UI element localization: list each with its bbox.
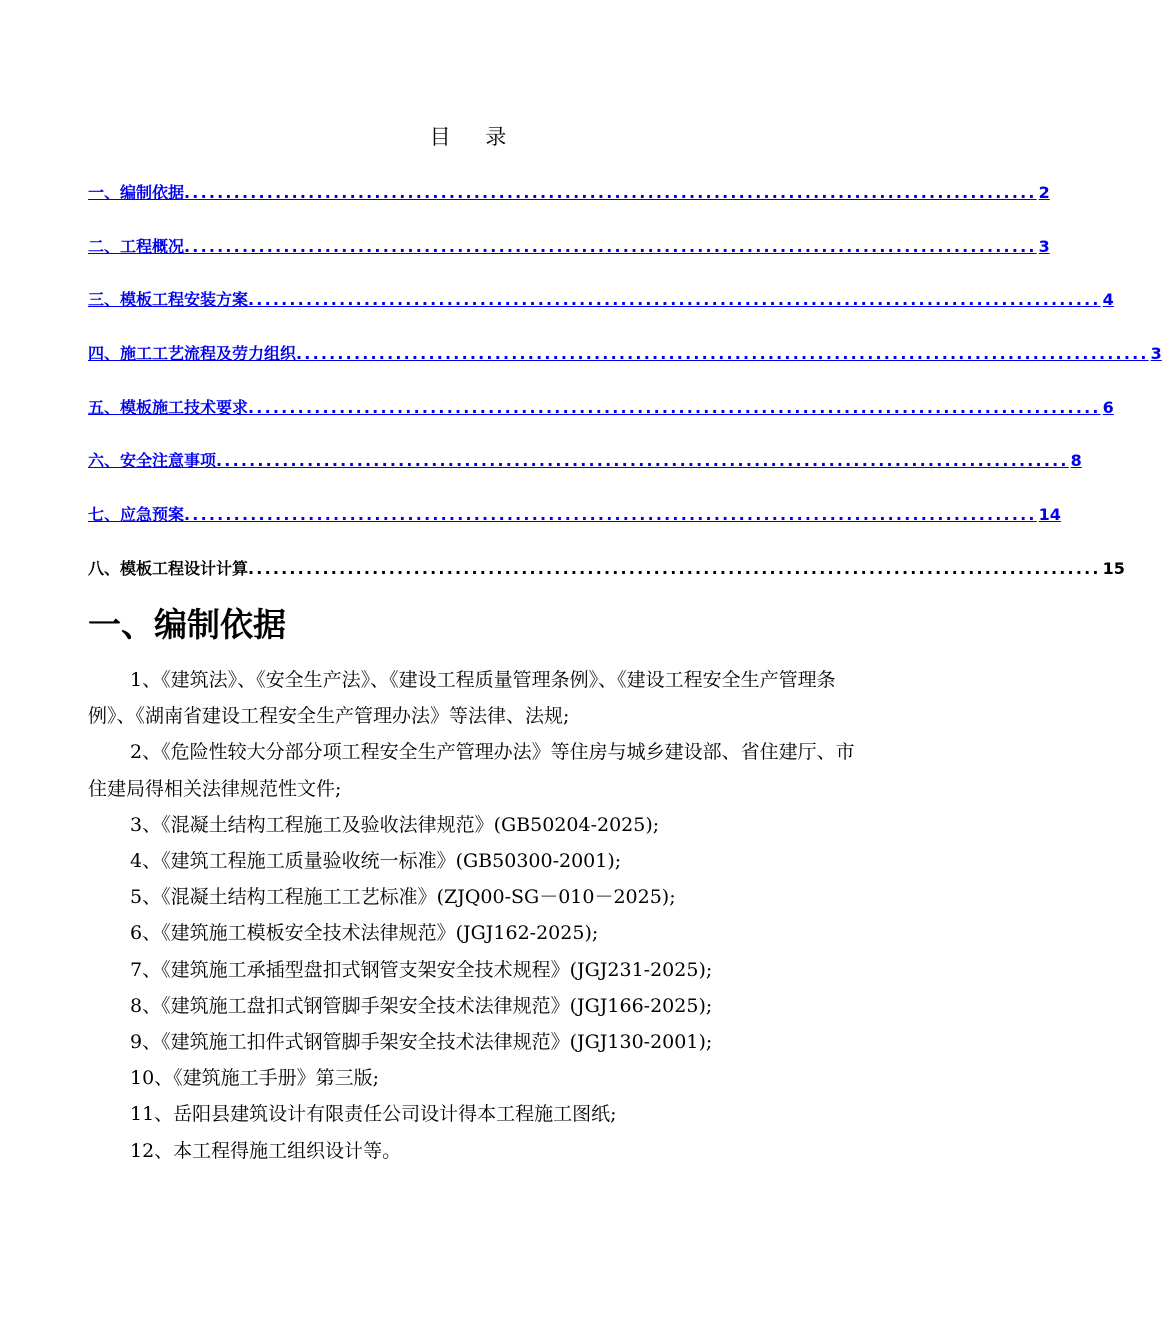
- reference-item: 3、《混凝土结构工程施工及验收法律规范》(GB50204-2025);: [130, 813, 660, 836]
- toc-entry-label: 一、编制依据: [88, 183, 185, 202]
- table-of-contents: [88, 178, 1162, 608]
- reference-item: 7、《建筑施工承插型盘扣式钢管支架安全技术规程》(JGJ231-2025);: [130, 958, 713, 981]
- toc-title: 目 录: [429, 125, 521, 149]
- toc-entry-4[interactable]: [88, 339, 1162, 393]
- reference-item: 11、岳阳县建筑设计有限责任公司设计得本工程施工图纸;: [130, 1103, 617, 1126]
- toc-entry-label: 八、模板工程设计计算: [88, 558, 249, 578]
- toc-page-number: 3: [1038, 236, 1050, 256]
- toc-leader-dots: .......................................................................................................: [216, 451, 1069, 471]
- toc-page-number: 8: [1070, 451, 1082, 471]
- toc-entry-5[interactable]: [88, 393, 1114, 447]
- reference-item: 8、《建筑施工盘扣式钢管脚手架安全技术法律规范》(JGJ166-2025);: [130, 994, 713, 1017]
- section-heading: 一、编制依据: [88, 605, 286, 644]
- toc-entry-label: 六、安全注意事项: [88, 451, 217, 471]
- reference-item: 6、《建筑施工模板安全技术法律规范》(JGJ162-2025);: [130, 922, 599, 945]
- reference-item: 4、《建筑工程施工质量验收统一标准》(GB50300-2001);: [130, 850, 622, 873]
- toc-entry-7[interactable]: [88, 500, 1061, 554]
- toc-entry-2[interactable]: [88, 232, 1050, 286]
- toc-page-number: 4: [1102, 290, 1114, 310]
- toc-entry-label: 三、模板工程安装方案: [88, 290, 249, 310]
- toc-leader-dots: .......................................................................................................: [248, 290, 1101, 310]
- toc-page-number: 14: [1038, 505, 1061, 525]
- reference-item: 2、《危险性较大分部分项工程安全生产管理办法》等住房与城乡建设部、省住建厅、市住建局得相关法律规范性文件;: [88, 741, 855, 800]
- toc-entry-1[interactable]: [88, 178, 1050, 232]
- toc-page-number: 6: [1102, 397, 1114, 417]
- toc-page-number: 3: [1150, 344, 1162, 364]
- toc-entry-label: 四、施工工艺流程及劳力组织: [88, 344, 297, 364]
- toc-leader-dots: .......................................................................................................: [296, 344, 1149, 364]
- reference-item: 5、《混凝土结构工程施工工艺标准》(ZJQ00-SG－010－2025);: [130, 886, 676, 909]
- reference-item: 1、《建筑法》、《安全生产法》、《建设工程质量管理条例》、《建设工程安全生产管理条例》、《湖南省建设工程安全生产管理办法》等法律、法规;: [88, 669, 836, 728]
- toc-entry-8[interactable]: [88, 554, 1125, 608]
- toc-page-number: 15: [1102, 558, 1125, 578]
- toc-entry-6[interactable]: [88, 446, 1082, 500]
- reference-item: 10、《建筑施工手册》第三版;: [130, 1067, 380, 1090]
- toc-entry-3[interactable]: [88, 285, 1114, 339]
- toc-leader-dots: .......................................................................................................: [248, 558, 1101, 578]
- toc-leader-dots: .......................................................................................................: [248, 397, 1101, 417]
- reference-item: 12、本工程得施工组织设计等。: [130, 1139, 402, 1162]
- reference-list: [88, 662, 864, 1169]
- toc-entry-label: 二、工程概况: [88, 236, 185, 256]
- toc-page-number: 2: [1038, 183, 1050, 202]
- toc-leader-dots: .......................................................................................................: [184, 236, 1037, 256]
- toc-entry-label: 五、模板施工技术要求: [88, 397, 249, 417]
- reference-item: 9、《建筑施工扣件式钢管脚手架安全技术法律规范》(JGJ130-2001);: [130, 1031, 713, 1054]
- toc-leader-dots: .......................................................................................................: [184, 183, 1037, 202]
- toc-entry-label: 七、应急预案: [88, 505, 185, 525]
- toc-leader-dots: .......................................................................................................: [184, 505, 1037, 525]
